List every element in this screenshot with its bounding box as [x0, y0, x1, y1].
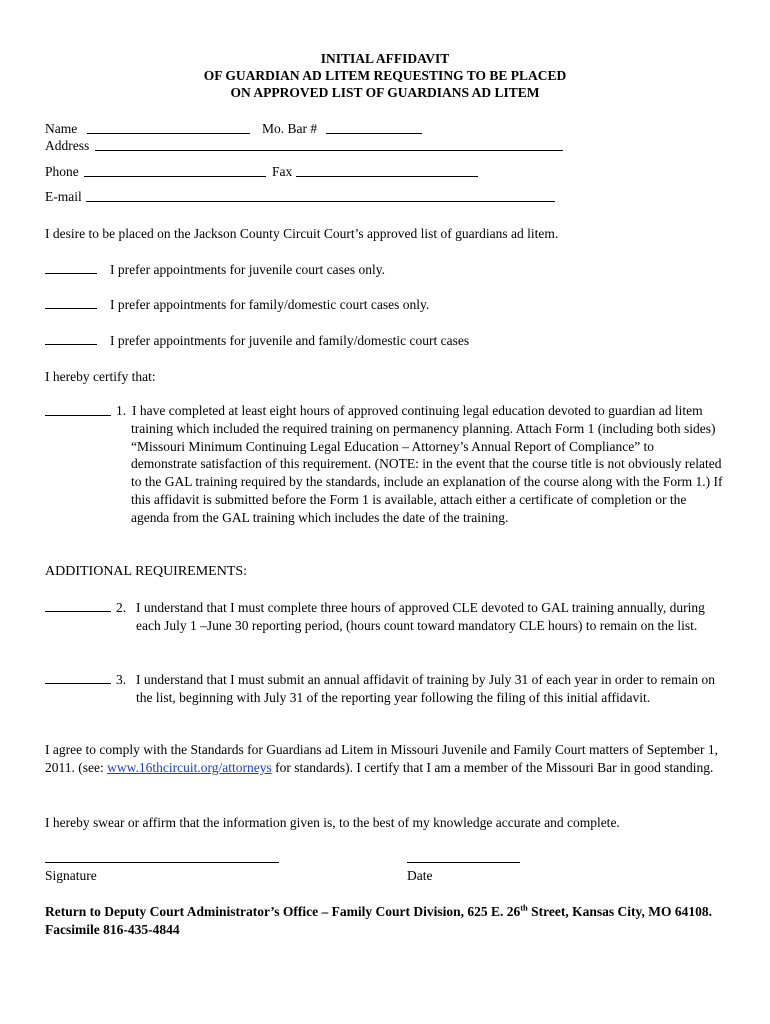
- return-address-footer: [45, 903, 735, 939]
- bar-number-field[interactable]: [326, 133, 422, 134]
- agree-text-after: for standards). I certify that I am a member of the Missouri Bar in good standing.: [271, 759, 714, 775]
- preference-family-blank[interactable]: [45, 308, 97, 309]
- additional-requirements-heading: ADDITIONAL REQUIREMENTS:: [45, 564, 248, 579]
- address-label: Address: [45, 138, 90, 153]
- bar-label: Mo. Bar #: [262, 121, 318, 136]
- preference-both-text: I prefer appointments for juvenile and family/domestic court cases: [110, 333, 470, 348]
- preference-family-text: I prefer appointments for family/domestic court cases only.: [110, 297, 430, 312]
- footer-superscript: th: [520, 902, 528, 913]
- preference-juvenile-blank[interactable]: [45, 273, 97, 274]
- title-line-3: ON APPROVED LIST OF GUARDIANS AD LITEM: [230, 85, 540, 100]
- phone-field[interactable]: [84, 176, 266, 177]
- address-field[interactable]: [95, 150, 563, 151]
- signature-label: Signature: [45, 868, 97, 883]
- date-field[interactable]: [407, 862, 520, 863]
- title-line-1: INITIAL AFFIDAVIT: [320, 51, 450, 66]
- item-2-number: 2.: [116, 600, 127, 615]
- item-2-text: I understand that I must complete three hours of approved CLE devoted to GAL training annually, during each July 1 –June 30 reporting period, (hours count toward mandatory CLE hours) to remain on the list.: [136, 600, 705, 633]
- agree-text-before: I agree to comply with the Standards for Guardians ad Litem in Missouri Juvenile and Family Court matters of September 1, 2011. (see:: [45, 742, 718, 775]
- certify-heading: I hereby certify that:: [45, 369, 156, 384]
- standards-link[interactable]: www.16thcircuit.org/attorneys: [107, 759, 272, 775]
- preference-juvenile-text: I prefer appointments for juvenile court cases only.: [110, 262, 386, 277]
- item-1-text: I have completed at least eight hours of approved continuing legal education devoted to guardian ad litem training which included the required training on permanency planning. Attach Form 1 (including both sides) “Missouri Minimum Continuing Legal Education – Attorney’s Annual Report of Compliance” to demonstrate satisfaction of this requirement. (NOTE: in the event that the course title is not obviously related to the GAL training required by the standards, include an explanation of the course along with the Form 1.) If this affidavit is submitted before the Form 1 is available, attach either a certificate of completion or the agenda from the GAL training which includes the date of the training.: [131, 403, 723, 525]
- title-line-2: OF GUARDIAN AD LITEM REQUESTING TO BE PLACED: [203, 68, 567, 83]
- signature-field[interactable]: [45, 862, 279, 863]
- item-3-blank[interactable]: [45, 683, 111, 684]
- intro-text: I desire to be placed on the Jackson County Circuit Court’s approved list of guardians ad litem.: [45, 226, 559, 241]
- item-1-blank[interactable]: [45, 415, 111, 416]
- name-label: Name: [45, 121, 78, 136]
- email-field[interactable]: [86, 201, 555, 202]
- item-3-number: 3.: [116, 672, 127, 687]
- name-field[interactable]: [87, 133, 250, 134]
- item-2-blank[interactable]: [45, 611, 111, 612]
- item-1-number: 1.: [116, 403, 127, 418]
- email-label: E-mail: [45, 189, 82, 204]
- fax-label: Fax: [272, 164, 293, 179]
- preference-both-blank[interactable]: [45, 344, 97, 345]
- item-3-text: I understand that I must submit an annual affidavit of training by July 31 of each year in order to remain on the list, beginning with July 31 of the reporting year following the filing of this initial affidavit.: [136, 672, 715, 705]
- footer-text-part2: Street, Kansas City, MO 64108. Facsimile 816-435-4844: [45, 904, 713, 937]
- fax-field[interactable]: [296, 176, 478, 177]
- footer-text-part1: Return to Deputy Court Administrator’s Office – Family Court Division, 625 E. 26: [45, 904, 521, 919]
- phone-label: Phone: [45, 164, 79, 179]
- date-label: Date: [407, 868, 433, 883]
- swear-statement: I hereby swear or affirm that the information given is, to the best of my knowledge accurate and complete.: [45, 815, 620, 830]
- agree-paragraph: [45, 741, 725, 777]
